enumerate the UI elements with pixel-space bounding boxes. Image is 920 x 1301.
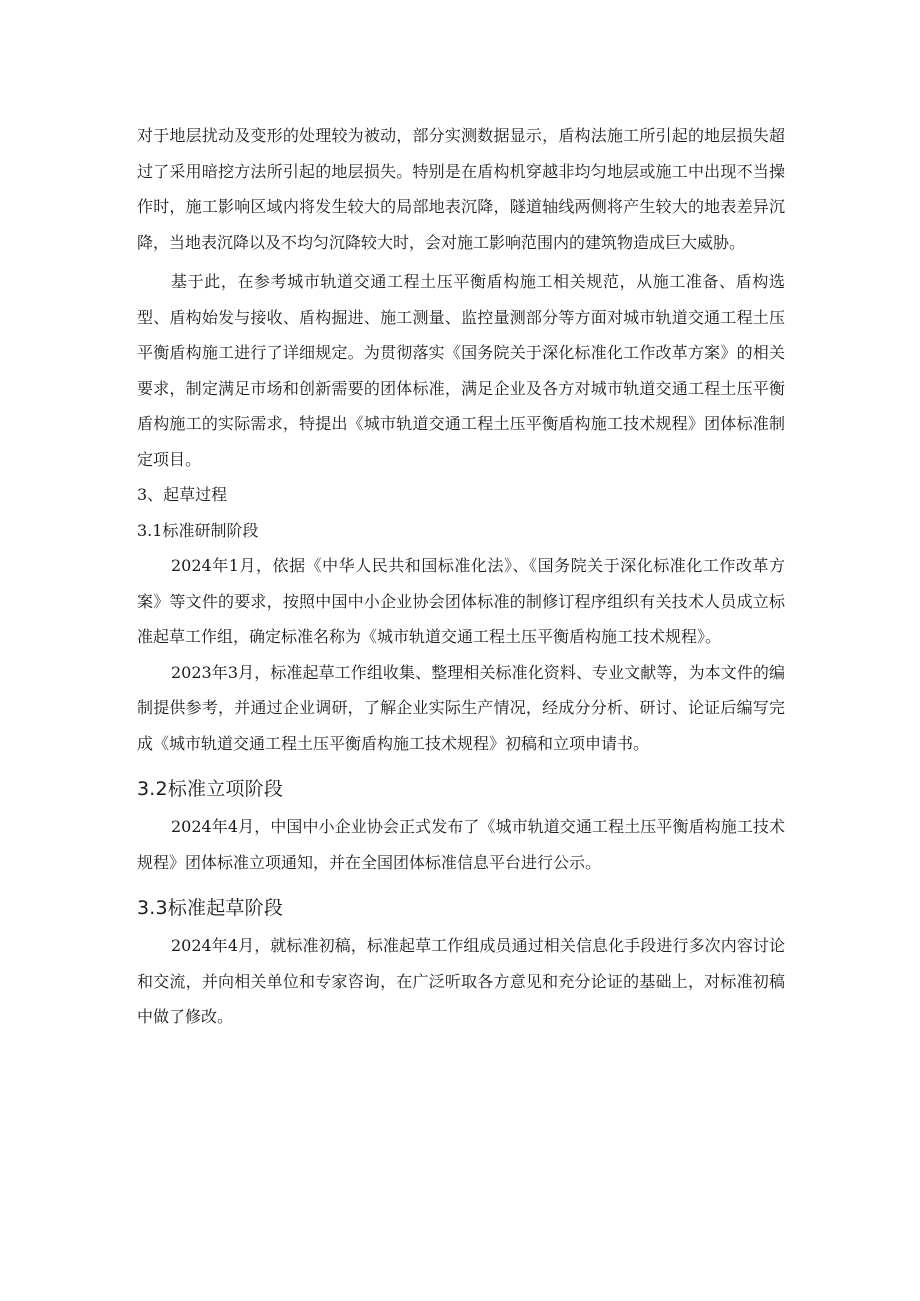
subsection-heading-drafting-stage: 3.3标准起草阶段 xyxy=(137,897,284,919)
subsection-heading-research-stage: 3.1标准研制阶段 xyxy=(137,520,259,540)
section-heading-drafting-process: 3、起草过程 xyxy=(137,485,228,504)
paragraph-background: 基于此，在参考城市轨道交通工程土压平衡盾构施工相关规范，从施工准备、盾构选型、盾构始发与接收、盾构掘进、施工测量、监控量测部分等方面对城市轨道交通工程土压平衡盾构施工进行了详细规定。为贯彻落实《国务院关于深化标准化工作改革方案》的相关要求，制定满足市场和创新需要的团体标准，满足企业及各方对城市轨道交通工程土压平衡盾构施工的实际需求，特提出《城市轨道交通工程土压平衡盾构施工技术规程》团体标准制定项目。 xyxy=(137,272,785,469)
paragraph-research-jan: 2024年1月，依据《中华人民共和国标准化法》、《国务院关于深化标准化工作改革方案》等文件的要求，按照中国中小企业协会团体标准的制修订程序组织有关技术人员成立标准起草工作组，确定标准名称为《城市轨道交通工程土压平衡盾构施工技术规程》。 xyxy=(137,556,785,646)
paragraph-drafting: 2024年4月，就标准初稿，标准起草工作组成员通过相关信息化手段进行多次内容讨论和交流，并向相关单位和专家咨询，在广泛听取各方意见和充分论证的基础上，对标准初稿中做了修改。 xyxy=(137,936,785,1026)
paragraph-approval: 2024年4月，中国中小企业协会正式发布了《城市轨道交通工程土压平衡盾构施工技术规程》团体标准立项通知，并在全国团体标准信息平台进行公示。 xyxy=(137,817,785,872)
subsection-heading-approval-stage: 3.2标准立项阶段 xyxy=(137,778,284,800)
paragraph-research-mar: 2023年3月，标准起草工作组收集、整理相关标准化资料、专业文献等，为本文件的编制提供参考，并通过企业调研，了解企业实际生产情况，经成分分析、研讨、论证后编写完成《城市轨道交通工程土压平衡盾构施工技术规程》初稿和立项申请书。 xyxy=(137,662,785,753)
paragraph-ground-loss: 对于地层扰动及变形的处理较为被动，部分实测数据显示，盾构法施工所引起的地层损失超过了采用暗挖方法所引起的地层损失。特别是在盾构机穿越非均匀地层或施工中出现不当操作时，施工影响区域内将发生较大的局部地表沉降，隧道轴线两侧将产生较大的地表差异沉降，当地表沉降以及不均匀沉降较大时，会对施工影响范围内的建筑物造成巨大威胁。 xyxy=(137,126,785,252)
document-page xyxy=(137,118,785,1035)
